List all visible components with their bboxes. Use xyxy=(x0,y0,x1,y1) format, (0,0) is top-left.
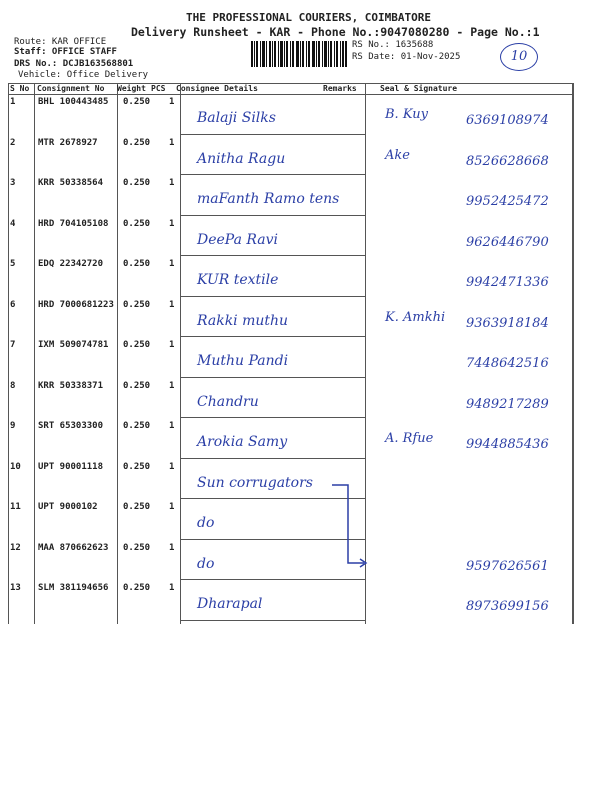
row-weight: 0.250 xyxy=(123,461,151,472)
row-phone: 9942471336 xyxy=(466,275,549,290)
row-consignment: HRD 7000681223 xyxy=(38,299,114,310)
row-sno: 10 xyxy=(10,461,21,472)
row-weight: 0.250 xyxy=(123,380,151,391)
row-consignee: Dharapal xyxy=(197,596,263,612)
row-seal: K. Amkhi xyxy=(385,309,446,325)
row-phone: 9626446790 xyxy=(466,234,549,250)
row-sno: 8 xyxy=(10,380,16,391)
page-count-circle: 10 xyxy=(500,43,538,71)
row-divider xyxy=(180,458,366,459)
row-consignee: Arokia Samy xyxy=(197,434,288,450)
row-sno: 13 xyxy=(10,583,21,593)
row-phone: 8973699156 xyxy=(466,599,549,614)
row-consignee: do xyxy=(197,515,215,531)
row-divider xyxy=(180,336,366,337)
col-header-remarks: Remarks xyxy=(323,84,357,93)
row-consignment: EDQ 22342720 xyxy=(38,259,104,269)
row-phone: 9489217289 xyxy=(466,396,549,412)
row-pcs: 1 xyxy=(169,178,175,188)
row-divider xyxy=(180,377,366,378)
row-pcs: 1 xyxy=(169,137,175,148)
row-weight: 0.250 xyxy=(123,178,151,188)
row-consignment: UPT 9000102 xyxy=(38,502,98,512)
row-phone: 9952425472 xyxy=(466,194,549,209)
runsheet-subtitle: Delivery Runsheet - KAR - Phone No.:9047080280 - Page No.:1 xyxy=(131,25,540,39)
row-pcs: 1 xyxy=(169,380,175,391)
row-sno: 7 xyxy=(10,340,16,350)
row-consignee: Chandru xyxy=(197,393,259,410)
col-header-seal: Seal & Signature xyxy=(380,84,458,93)
col-header-weight: Weight xyxy=(117,84,146,93)
row-consignee: Anitha Ragu xyxy=(197,150,286,167)
row-divider xyxy=(180,215,366,216)
row-consignee: maFanth Ramo tens xyxy=(197,191,340,207)
row-sno: 2 xyxy=(10,137,16,148)
row-consignee: do xyxy=(197,555,215,572)
row-weight: 0.250 xyxy=(123,299,151,310)
row-sno: 4 xyxy=(10,218,16,229)
row-sno: 6 xyxy=(10,299,16,310)
row-consignee: Rakki muthu xyxy=(197,312,289,329)
row-pcs: 1 xyxy=(169,218,175,229)
row-seal: Ake xyxy=(385,147,410,163)
row-consignee: Sun corrugators xyxy=(197,474,313,491)
row-weight: 0.250 xyxy=(123,542,151,553)
row-phone: 7448642516 xyxy=(466,356,549,371)
row-consignee: KUR textile xyxy=(197,272,279,288)
row-weight: 0.250 xyxy=(123,502,151,512)
row-pcs: 1 xyxy=(169,299,175,310)
runsheet-title: THE PROFESSIONAL COURIERS, COIMBATORE xyxy=(186,11,432,24)
row-sno: 1 xyxy=(10,97,16,107)
drs-number: DRS No.: DCJB163568801 xyxy=(14,59,134,69)
rs-date: RS Date: 01-Nov-2025 xyxy=(352,52,461,62)
row-sno: 9 xyxy=(10,421,16,431)
row-consignee: Balaji Silks xyxy=(197,110,276,126)
row-weight: 0.250 xyxy=(123,583,151,593)
row-consignment: HRD 704105108 xyxy=(38,218,109,229)
row-sno: 12 xyxy=(10,542,21,553)
row-consignee: Muthu Pandi xyxy=(197,353,289,369)
barcode-image xyxy=(251,41,347,67)
row-weight: 0.250 xyxy=(123,340,151,350)
row-pcs: 1 xyxy=(169,542,175,553)
row-divider xyxy=(180,174,366,175)
row-phone: 9597626561 xyxy=(466,558,549,574)
col-header-consignee: Consignee Details xyxy=(176,84,258,93)
row-phone: 6369108974 xyxy=(466,113,549,128)
row-divider xyxy=(180,417,366,418)
row-sno: 11 xyxy=(10,502,21,512)
row-pcs: 1 xyxy=(169,97,175,107)
row-pcs: 1 xyxy=(169,421,175,431)
row-pcs: 1 xyxy=(169,259,175,269)
row-weight: 0.250 xyxy=(123,218,151,229)
row-sno: 5 xyxy=(10,259,16,269)
ditto-bracket xyxy=(330,483,370,573)
row-divider xyxy=(180,255,366,256)
vehicle-label: Vehicle: Office Delivery xyxy=(18,70,149,80)
row-consignment: UPT 90001118 xyxy=(38,461,104,472)
row-seal: A. Rfue xyxy=(385,431,434,446)
row-pcs: 1 xyxy=(169,461,175,472)
row-phone: 9944885436 xyxy=(466,437,549,452)
row-consignment: SLM 381194656 xyxy=(38,583,109,593)
row-phone: 9363918184 xyxy=(466,315,549,331)
row-divider xyxy=(180,134,366,135)
route-label: Route: KAR OFFICE xyxy=(14,37,107,47)
row-weight: 0.250 xyxy=(123,137,151,148)
row-weight: 0.250 xyxy=(123,97,151,107)
row-pcs: 1 xyxy=(169,340,175,350)
row-consignment: MTR 2678927 xyxy=(38,137,98,148)
row-consignment: SRT 65303300 xyxy=(38,421,104,431)
staff-label: Staff: OFFICE STAFF xyxy=(14,47,117,57)
row-weight: 0.250 xyxy=(123,259,151,269)
row-pcs: 1 xyxy=(169,502,175,512)
row-divider xyxy=(180,296,366,297)
row-consignment: KRR 50338371 xyxy=(38,380,104,391)
row-divider xyxy=(180,579,366,580)
rs-number: RS No.: 1635688 xyxy=(352,40,434,50)
row-consignment: MAA 870662623 xyxy=(38,542,109,553)
row-weight: 0.250 xyxy=(123,421,151,431)
row-phone: 8526628668 xyxy=(466,153,549,169)
row-consignment: BHL 100443485 xyxy=(38,97,109,107)
col-header-pcs: PCS xyxy=(151,84,166,93)
row-consignment: KRR 50338564 xyxy=(38,178,104,188)
row-seal: B. Kuy xyxy=(385,107,428,122)
col-header-sno: S No xyxy=(10,84,30,93)
col-header-consignment: Consignment No xyxy=(37,84,105,93)
row-divider xyxy=(180,620,366,621)
row-consignment: IXM 509074781 xyxy=(38,340,109,350)
row-consignee: DeePa Ravi xyxy=(197,231,278,248)
row-sno: 3 xyxy=(10,178,16,188)
row-pcs: 1 xyxy=(169,583,175,593)
